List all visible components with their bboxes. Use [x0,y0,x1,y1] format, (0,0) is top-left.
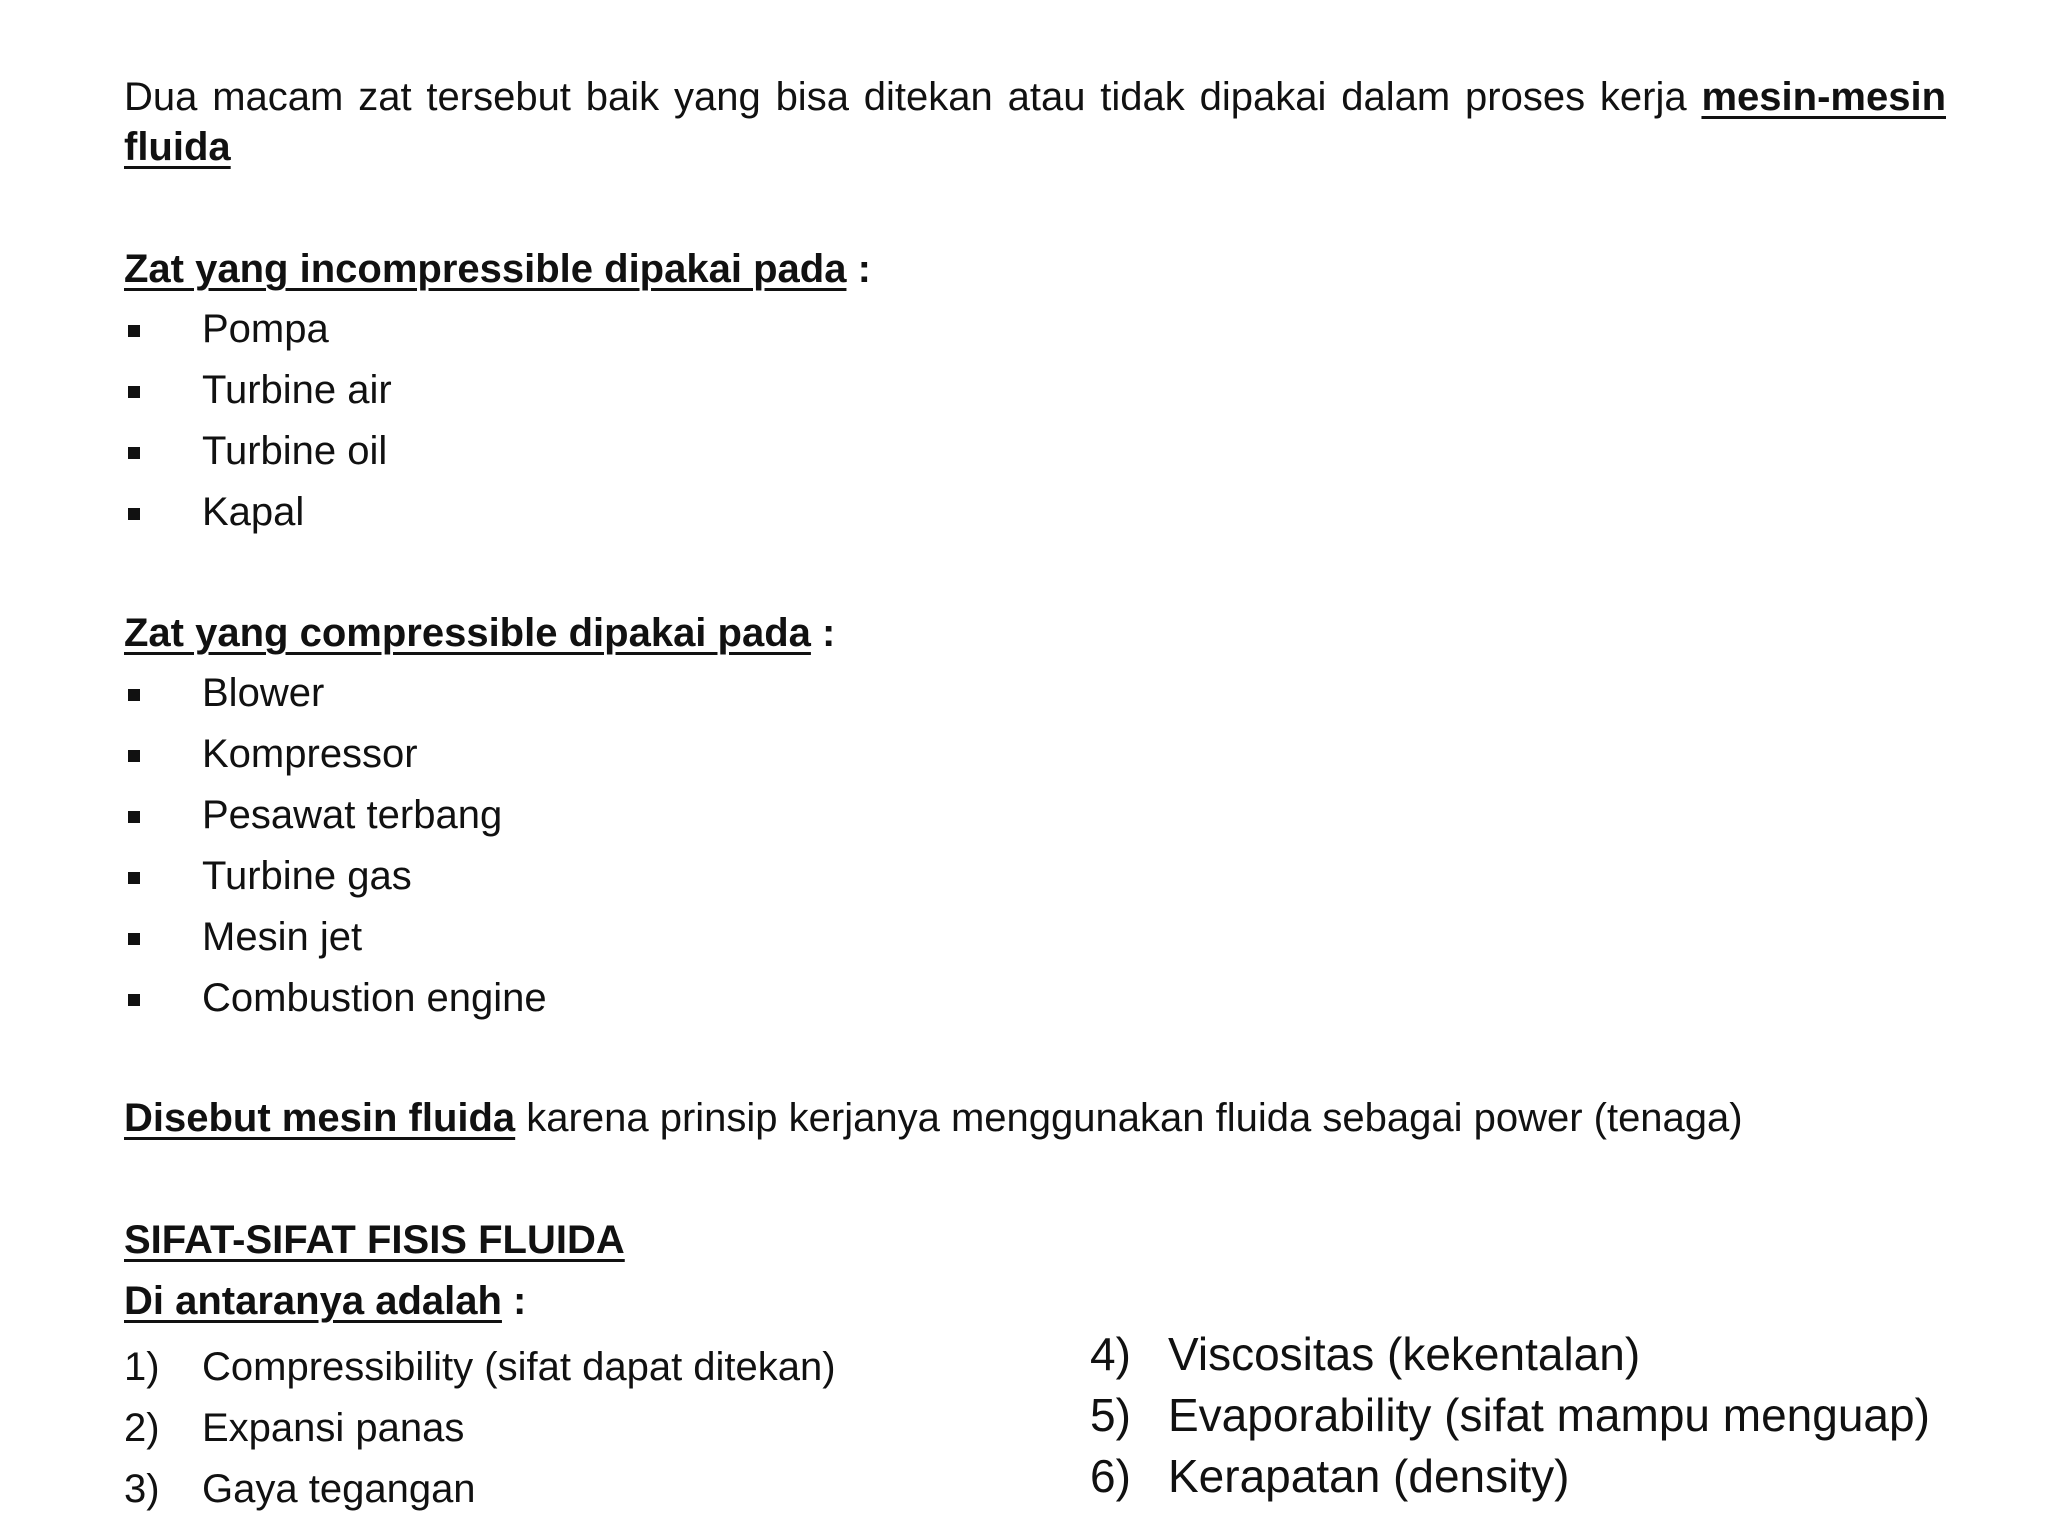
list-item-label: Pompa [202,307,329,351]
list-item-number: 3) [124,1467,160,1511]
properties-subtitle [124,1276,526,1326]
list-item-label: Mesin jet [202,915,363,959]
list-item-label: Compressibility (sifat dapat ditekan) [202,1345,836,1389]
list-item-label: Turbine oil [202,429,388,473]
list-item-label: Kapal [202,490,305,534]
list-item-label: Turbine gas [202,854,412,898]
properties-title: SIFAT-SIFAT FISIS FLUIDA [124,1218,625,1262]
list-item-number: 5) [1090,1389,1131,1441]
incompressible-heading-colon: : [846,247,871,291]
list-item-number: 6) [1090,1450,1131,1502]
list-item-number: 4) [1090,1328,1131,1380]
properties-subtitle-colon: : [501,1279,527,1323]
incompressible-heading-text: Zat yang incompressible dipakai pada [124,247,847,291]
list-item-label: Evaporability (sifat mampu menguap) [1168,1389,1930,1441]
square-bullet-icon [128,872,140,884]
square-bullet-icon [128,386,140,398]
fluid-machine-sentence [124,1093,1743,1143]
square-bullet-icon [128,994,140,1006]
list-item-label: Turbine air [202,368,392,412]
list-item-label: Pesawat terbang [202,793,503,837]
list-item-label: Expansi panas [202,1406,465,1450]
square-bullet-icon [128,689,140,701]
list-item-number: 1) [124,1345,160,1389]
list-item-number: 2) [124,1406,160,1450]
intro-text: Dua macam zat tersebut baik yang bisa ditekan atau tidak dipakai dalam proses kerja [124,75,1702,119]
compressible-heading-colon: : [810,611,836,655]
square-bullet-icon [128,447,140,459]
square-bullet-icon [128,508,140,520]
compressible-heading [124,608,835,658]
square-bullet-icon [128,933,140,945]
properties-subtitle-text: Di antaranya adalah [124,1279,502,1323]
square-bullet-icon [128,750,140,762]
list-item-label: Gaya tegangan [202,1467,476,1511]
list-item-label: Kompressor [202,732,418,776]
square-bullet-icon [128,325,140,337]
list-item-label: Kerapatan (density) [1168,1450,1570,1502]
compressible-heading-text: Zat yang compressible dipakai pada [124,611,811,655]
list-item-label: Blower [202,671,325,715]
incompressible-heading [124,244,871,294]
intro-paragraph [124,72,1946,172]
fluid-machine-text: karena prinsip kerjanya menggunakan fluida sebagai power (tenaga) [515,1096,1743,1140]
list-item-label: Combustion engine [202,976,547,1020]
intro-emphasis: mesin-mesin fluida [124,75,1946,169]
fluid-machine-emphasis: Disebut mesin fluida [124,1096,516,1140]
square-bullet-icon [128,811,140,823]
list-item-label: Viscositas (kekentalan) [1168,1328,1641,1380]
